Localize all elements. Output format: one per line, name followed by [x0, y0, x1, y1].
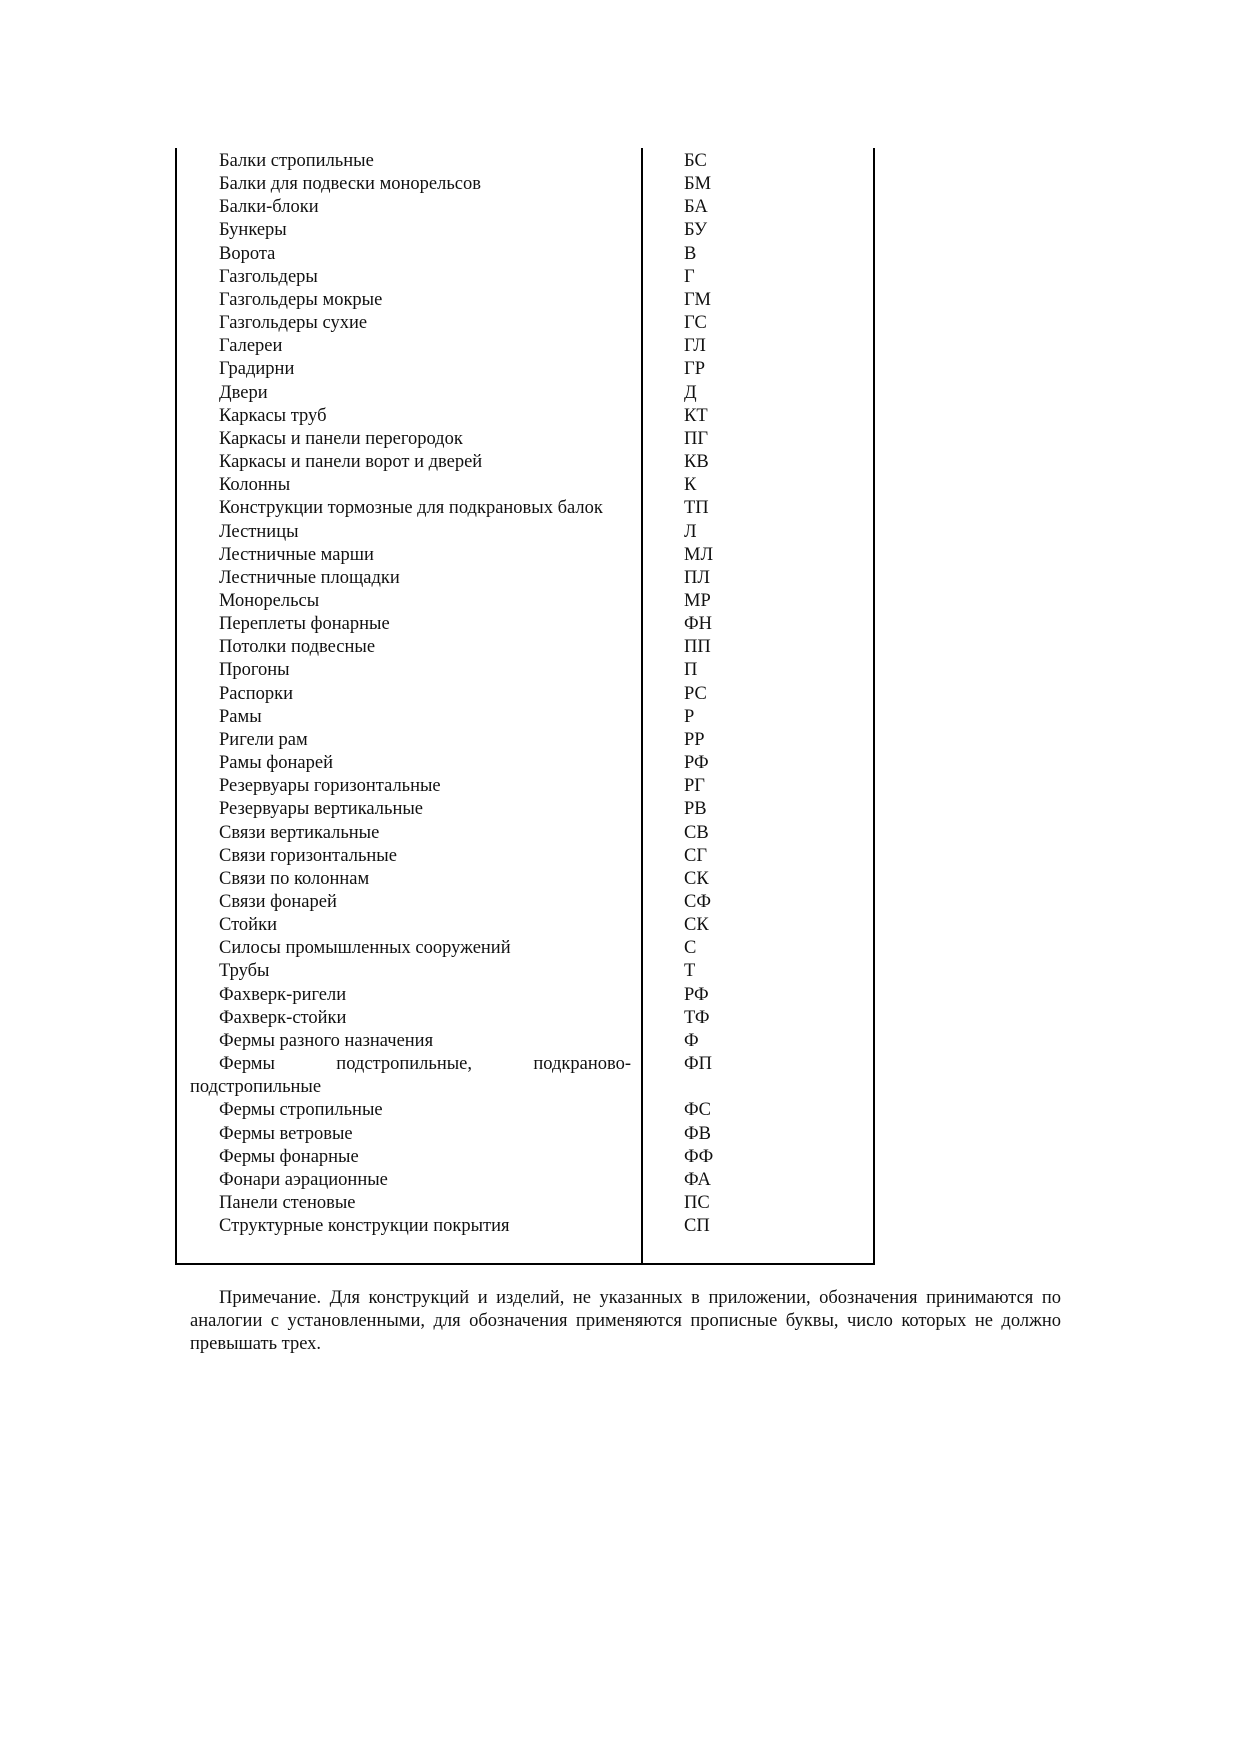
element-name: Фахверк-ригели — [219, 984, 347, 1005]
table-row — [190, 497, 875, 520]
table-row — [190, 173, 875, 196]
element-name: Фонари аэрационные — [219, 1169, 388, 1190]
element-name: Градирни — [219, 359, 295, 380]
element-code: БС — [684, 151, 707, 171]
element-name: Балки для подвески монорельсов — [219, 174, 482, 195]
element-name: Монорельсы — [219, 590, 320, 611]
element-name: Галереи — [219, 336, 283, 357]
element-code: ГС — [684, 313, 707, 334]
element-name: Газгольдеры сухие — [219, 313, 368, 334]
element-code: Л — [684, 521, 697, 542]
table-row — [190, 312, 875, 335]
element-code: СК — [684, 868, 709, 889]
table-row — [190, 868, 875, 891]
element-name: Структурные конструкции покрытия — [219, 1216, 510, 1237]
table-row — [190, 775, 875, 798]
element-code: Р — [684, 706, 695, 727]
table-row — [190, 451, 875, 474]
table-row — [190, 590, 875, 613]
element-code: К — [684, 475, 697, 496]
element-name: Газгольдеры — [219, 266, 318, 287]
table-row — [190, 937, 875, 960]
table-row — [190, 150, 875, 173]
table-row — [190, 1169, 875, 1192]
table-row — [190, 1123, 875, 1146]
footnote: Примечание. Для конструкций и изделий, не указанных в приложении, обозначения принимаются по аналогии с установленными, для обозначения применяются прописные буквы, число которых не должно превышать трех. — [190, 1288, 1061, 1355]
table-row — [190, 914, 875, 937]
table-row — [190, 891, 875, 914]
table-row — [190, 659, 875, 682]
element-code: ФФ — [684, 1146, 714, 1167]
element-code: ПС — [684, 1193, 710, 1214]
table-body — [190, 150, 875, 1238]
element-code: П — [684, 660, 698, 681]
element-code: РВ — [684, 799, 707, 820]
element-code: Д — [684, 382, 697, 403]
element-name: Конструкции тормозные для подкрановых балок — [219, 498, 603, 519]
element-code: БМ — [684, 174, 712, 195]
element-name: Балки-блоки — [219, 197, 319, 218]
table-row — [190, 219, 875, 242]
element-name: Каркасы труб — [219, 405, 327, 426]
element-code: ПГ — [684, 428, 709, 449]
element-name: Бункеры — [219, 220, 287, 241]
element-code: СГ — [684, 845, 708, 866]
element-name: Связи фонарей — [219, 892, 337, 912]
table-row — [190, 822, 875, 845]
table-row — [190, 1099, 875, 1122]
table-row — [190, 752, 875, 775]
element-name: Ригели рам — [219, 729, 308, 750]
element-code: МЛ — [684, 544, 713, 565]
table-row — [190, 521, 875, 544]
element-name: Фермы разного назначения — [219, 1030, 434, 1051]
element-name: Потолки подвесные — [219, 637, 376, 658]
table-row — [190, 613, 875, 636]
element-code: РФ — [684, 984, 709, 1005]
element-code: СФ — [684, 892, 711, 912]
element-code: ГР — [684, 359, 705, 380]
element-name: Лестницы — [219, 521, 299, 542]
table-row — [190, 196, 875, 219]
element-code: КТ — [684, 405, 708, 426]
element-name: Стойки — [219, 915, 277, 936]
element-code: С — [684, 938, 697, 959]
element-code: ГЛ — [684, 336, 706, 357]
table-row — [190, 1215, 875, 1238]
element-name: Силосы промышленных сооружений — [219, 938, 511, 959]
table-row — [190, 1192, 875, 1215]
table-row — [190, 1030, 875, 1053]
table-row — [190, 798, 875, 821]
element-code: ФП — [684, 1054, 712, 1075]
element-name: Двери — [219, 382, 268, 403]
element-code: ПЛ — [684, 567, 710, 588]
element-name: Фахверк-стойки — [219, 1007, 347, 1028]
table-row — [190, 1146, 875, 1169]
element-name: Панели стеновые — [219, 1193, 356, 1214]
table-row — [190, 266, 875, 289]
table-row — [190, 405, 875, 428]
element-name: Колонны — [219, 475, 291, 496]
table-row — [190, 474, 875, 497]
table-row — [190, 845, 875, 868]
table-row — [190, 243, 875, 266]
element-name: Связи вертикальные — [219, 822, 380, 843]
element-name: Каркасы и панели перегородок — [219, 428, 463, 449]
table-row — [190, 683, 875, 706]
element-name: Резервуары вертикальные — [219, 799, 423, 820]
element-code: МР — [684, 590, 711, 611]
table-row — [190, 1007, 875, 1030]
element-code: РС — [684, 683, 707, 704]
element-code: РР — [684, 729, 705, 750]
element-name: Ворота — [219, 243, 276, 264]
element-name: Лестничные площадки — [219, 567, 400, 588]
element-code: ТФ — [684, 1007, 710, 1028]
element-name: Фермы фонарные — [219, 1146, 359, 1167]
element-name: Газгольдеры мокрые — [219, 289, 383, 310]
table-row — [190, 428, 875, 451]
table-row — [190, 335, 875, 358]
element-code: СК — [684, 915, 709, 936]
element-code: ГМ — [684, 289, 711, 310]
element-name: Каркасы и панели ворот и дверей — [219, 452, 483, 473]
element-code: В — [684, 243, 697, 264]
table-row — [190, 567, 875, 590]
element-code: СП — [684, 1216, 710, 1237]
element-code: Ф — [684, 1030, 699, 1051]
element-name: Фермы подстропильные, подкраново-подстропильные — [190, 1054, 631, 1098]
element-name: Прогоны — [219, 660, 290, 681]
element-code: ФА — [684, 1169, 711, 1190]
element-name: Резервуары горизонтальные — [219, 776, 441, 797]
table-row — [190, 358, 875, 381]
table-row — [190, 706, 875, 729]
element-code: КВ — [684, 452, 709, 473]
table-row — [190, 544, 875, 567]
element-name: Лестничные марши — [219, 544, 374, 565]
element-name: Связи по колоннам — [219, 868, 370, 889]
element-code: СВ — [684, 822, 709, 843]
element-name: Связи горизонтальные — [219, 845, 397, 866]
element-code: ФН — [684, 614, 712, 635]
element-name: Распорки — [219, 683, 293, 704]
element-code: ПП — [684, 637, 711, 658]
element-code: ТП — [684, 498, 709, 519]
element-name: Фермы стропильные — [219, 1100, 383, 1121]
element-code: Г — [684, 266, 695, 287]
element-name: Балки стропильные — [219, 151, 374, 171]
element-name: Трубы — [219, 961, 270, 982]
table-row — [190, 729, 875, 752]
element-name: Рамы фонарей — [219, 753, 333, 774]
element-code: ФВ — [684, 1123, 711, 1144]
element-code: БА — [684, 197, 708, 218]
element-code: РГ — [684, 776, 705, 797]
table-row — [190, 960, 875, 983]
table-row — [190, 289, 875, 312]
element-code: РФ — [684, 753, 709, 774]
table-row — [190, 1053, 875, 1099]
table-row — [190, 984, 875, 1007]
element-name: Рамы — [219, 706, 262, 727]
table-row — [190, 382, 875, 405]
element-code: Т — [684, 961, 696, 982]
element-name: Фермы ветровые — [219, 1123, 353, 1144]
element-name: Переплеты фонарные — [219, 614, 390, 635]
element-code: ФС — [684, 1100, 711, 1121]
element-code: БУ — [684, 220, 708, 241]
table-row — [190, 636, 875, 659]
